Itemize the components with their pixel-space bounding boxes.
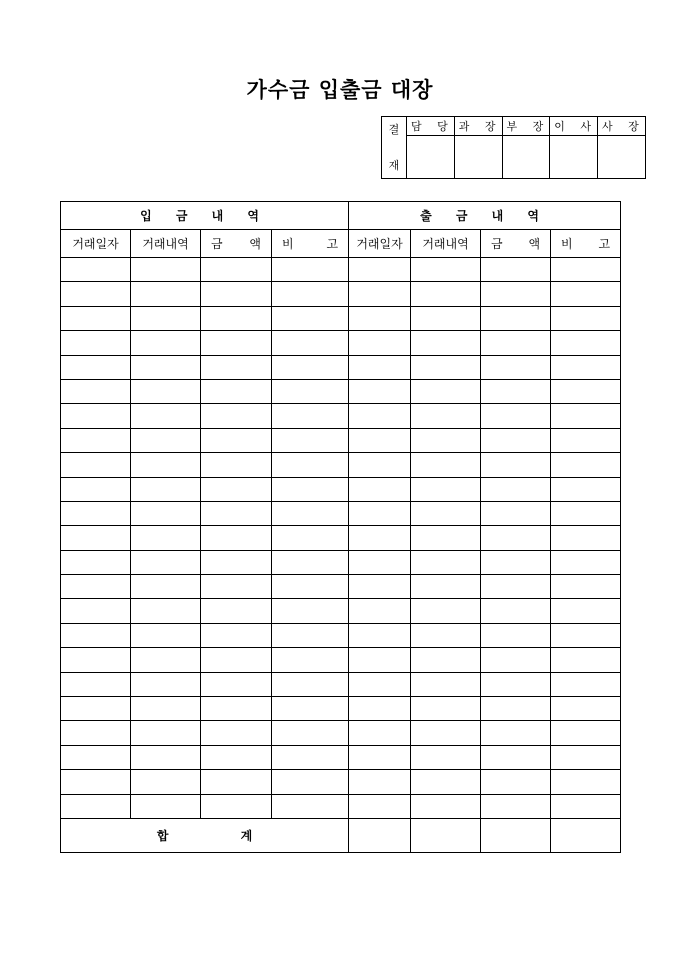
deposit-amount-cell[interactable] <box>201 258 272 282</box>
deposit-note-cell[interactable] <box>272 648 349 672</box>
deposit-detail-header: 거래내역 <box>131 230 201 258</box>
withdraw-note-cell[interactable] <box>551 770 621 794</box>
approval-box <box>381 116 646 179</box>
withdraw-amount-cell[interactable] <box>481 526 551 550</box>
withdraw-amount-cell[interactable] <box>481 331 551 355</box>
withdraw-note-cell[interactable] <box>551 721 621 745</box>
deposit-date-cell[interactable] <box>61 428 131 452</box>
withdraw-date-cell[interactable] <box>349 331 411 355</box>
deposit-note-cell[interactable] <box>272 550 349 574</box>
table-row <box>61 623 621 647</box>
withdraw-note-cell[interactable] <box>551 404 621 428</box>
deposit-date-cell[interactable] <box>61 794 131 818</box>
deposit-amount-cell[interactable] <box>201 477 272 501</box>
deposit-detail-cell[interactable] <box>131 648 201 672</box>
withdraw-detail-cell[interactable] <box>411 648 481 672</box>
withdraw-date-cell[interactable] <box>349 623 411 647</box>
deposit-detail-cell[interactable] <box>131 282 201 306</box>
deposit-date-cell[interactable] <box>61 477 131 501</box>
document-title: 가수금 입출금 대장 <box>246 77 434 102</box>
deposit-date-cell[interactable] <box>61 770 131 794</box>
deposit-detail-cell[interactable] <box>131 526 201 550</box>
deposit-date-cell[interactable] <box>61 550 131 574</box>
table-row <box>61 721 621 745</box>
deposit-note-cell[interactable] <box>272 794 349 818</box>
withdraw-detail-cell[interactable] <box>411 745 481 769</box>
withdraw-detail-cell[interactable] <box>411 672 481 696</box>
deposit-detail-cell[interactable] <box>131 745 201 769</box>
withdraw-date-cell[interactable] <box>349 575 411 599</box>
withdraw-section-header: 출 금 내 역 <box>349 202 621 230</box>
withdraw-note-cell[interactable] <box>551 623 621 647</box>
deposit-detail-cell[interactable] <box>131 575 201 599</box>
withdraw-detail-cell[interactable] <box>411 794 481 818</box>
deposit-date-cell[interactable] <box>61 282 131 306</box>
withdraw-detail-cell[interactable] <box>411 501 481 525</box>
total-withdraw-amount[interactable] <box>481 818 551 852</box>
deposit-detail-cell[interactable] <box>131 306 201 330</box>
approval-role-staff: 담 당 <box>407 117 455 136</box>
table-row <box>61 428 621 452</box>
withdraw-date-cell[interactable] <box>349 477 411 501</box>
withdraw-amount-cell[interactable] <box>481 599 551 623</box>
deposit-detail-cell[interactable] <box>131 379 201 403</box>
table-row <box>61 575 621 599</box>
deposit-date-cell[interactable] <box>61 501 131 525</box>
deposit-amount-header-b: 액 <box>249 237 261 251</box>
withdraw-date-cell[interactable] <box>349 550 411 574</box>
withdraw-amount-cell[interactable] <box>481 453 551 477</box>
withdraw-note-cell[interactable] <box>551 745 621 769</box>
approval-role-director: 이 사 <box>550 117 598 136</box>
deposit-detail-cell[interactable] <box>131 258 201 282</box>
withdraw-detail-cell[interactable] <box>411 550 481 574</box>
deposit-note-cell[interactable] <box>272 331 349 355</box>
withdraw-note-header-b: 고 <box>598 237 611 251</box>
withdraw-detail-cell[interactable] <box>411 428 481 452</box>
table-row <box>61 258 621 282</box>
withdraw-date-cell[interactable] <box>349 672 411 696</box>
withdraw-date-cell[interactable] <box>349 745 411 769</box>
deposit-date-cell[interactable] <box>61 404 131 428</box>
deposit-amount-cell[interactable] <box>201 355 272 379</box>
deposit-note-cell[interactable] <box>272 672 349 696</box>
deposit-amount-cell[interactable] <box>201 282 272 306</box>
withdraw-note-cell[interactable] <box>551 331 621 355</box>
table-row <box>61 745 621 769</box>
deposit-note-header <box>272 230 349 258</box>
withdraw-detail-cell[interactable] <box>411 282 481 306</box>
deposit-date-cell[interactable] <box>61 648 131 672</box>
withdraw-detail-cell[interactable] <box>411 477 481 501</box>
deposit-detail-cell[interactable] <box>131 623 201 647</box>
deposit-amount-cell[interactable] <box>201 550 272 574</box>
approval-sign-section-chief[interactable] <box>454 136 502 179</box>
withdraw-date-cell[interactable] <box>349 428 411 452</box>
deposit-amount-cell[interactable] <box>201 306 272 330</box>
deposit-detail-cell[interactable] <box>131 453 201 477</box>
deposit-detail-cell[interactable] <box>131 428 201 452</box>
withdraw-detail-cell[interactable] <box>411 355 481 379</box>
withdraw-note-cell[interactable] <box>551 672 621 696</box>
deposit-note-cell[interactable] <box>272 282 349 306</box>
deposit-note-cell[interactable] <box>272 306 349 330</box>
withdraw-amount-cell[interactable] <box>481 404 551 428</box>
deposit-detail-cell[interactable] <box>131 697 201 721</box>
approval-role-president: 사 장 <box>598 117 646 136</box>
withdraw-detail-cell[interactable] <box>411 526 481 550</box>
withdraw-note-cell[interactable] <box>551 282 621 306</box>
withdraw-note-cell[interactable] <box>551 477 621 501</box>
withdraw-note-cell[interactable] <box>551 355 621 379</box>
deposit-amount-cell[interactable] <box>201 623 272 647</box>
table-row <box>61 477 621 501</box>
withdraw-amount-cell[interactable] <box>481 477 551 501</box>
deposit-detail-cell[interactable] <box>131 599 201 623</box>
withdraw-amount-cell[interactable] <box>481 575 551 599</box>
deposit-amount-cell[interactable] <box>201 501 272 525</box>
withdraw-date-cell[interactable] <box>349 526 411 550</box>
deposit-date-cell[interactable] <box>61 575 131 599</box>
table-row <box>61 526 621 550</box>
table-row <box>61 282 621 306</box>
withdraw-detail-cell[interactable] <box>411 575 481 599</box>
deposit-note-cell[interactable] <box>272 428 349 452</box>
deposit-detail-cell[interactable] <box>131 477 201 501</box>
withdraw-note-cell[interactable] <box>551 501 621 525</box>
table-row <box>61 648 621 672</box>
table-row <box>61 501 621 525</box>
deposit-note-cell[interactable] <box>272 526 349 550</box>
approval-side-bottom: 재 <box>388 158 400 172</box>
withdraw-date-cell[interactable] <box>349 599 411 623</box>
approval-sign-director[interactable] <box>550 136 598 179</box>
withdraw-note-header <box>551 230 621 258</box>
deposit-date-cell[interactable] <box>61 453 131 477</box>
deposit-note-cell[interactable] <box>272 770 349 794</box>
deposit-detail-cell[interactable] <box>131 721 201 745</box>
deposit-detail-cell[interactable] <box>131 404 201 428</box>
deposit-date-cell[interactable] <box>61 721 131 745</box>
total-withdraw-note[interactable] <box>551 818 621 852</box>
table-row <box>61 355 621 379</box>
withdraw-date-cell[interactable] <box>349 648 411 672</box>
deposit-note-cell[interactable] <box>272 623 349 647</box>
withdraw-date-cell[interactable] <box>349 721 411 745</box>
deposit-date-cell[interactable] <box>61 599 131 623</box>
withdraw-note-cell[interactable] <box>551 379 621 403</box>
deposit-note-cell[interactable] <box>272 575 349 599</box>
deposit-amount-cell[interactable] <box>201 648 272 672</box>
withdraw-date-cell[interactable] <box>349 306 411 330</box>
deposit-date-cell[interactable] <box>61 258 131 282</box>
withdraw-detail-cell[interactable] <box>411 623 481 647</box>
deposit-amount-cell[interactable] <box>201 453 272 477</box>
deposit-amount-cell[interactable] <box>201 404 272 428</box>
deposit-date-cell[interactable] <box>61 745 131 769</box>
deposit-note-cell[interactable] <box>272 697 349 721</box>
approval-sign-department-head[interactable] <box>502 136 550 179</box>
deposit-note-cell[interactable] <box>272 453 349 477</box>
withdraw-detail-cell[interactable] <box>411 770 481 794</box>
deposit-note-header-a: 비 <box>282 237 294 251</box>
deposit-date-cell[interactable] <box>61 306 131 330</box>
withdraw-amount-cell[interactable] <box>481 282 551 306</box>
withdraw-detail-cell[interactable] <box>411 697 481 721</box>
withdraw-amount-cell[interactable] <box>481 379 551 403</box>
deposit-date-cell[interactable] <box>61 697 131 721</box>
withdraw-amount-header-b: 액 <box>528 237 541 251</box>
deposit-amount-cell[interactable] <box>201 331 272 355</box>
withdraw-amount-cell[interactable] <box>481 672 551 696</box>
withdraw-amount-cell[interactable] <box>481 306 551 330</box>
table-row <box>61 379 621 403</box>
withdraw-note-cell[interactable] <box>551 648 621 672</box>
approval-sign-president[interactable] <box>598 136 646 179</box>
table-row <box>61 697 621 721</box>
withdraw-amount-cell[interactable] <box>481 258 551 282</box>
table-row <box>61 331 621 355</box>
deposit-amount-cell[interactable] <box>201 770 272 794</box>
approval-sign-staff[interactable] <box>407 136 455 179</box>
withdraw-note-cell[interactable] <box>551 453 621 477</box>
deposit-date-cell[interactable] <box>61 623 131 647</box>
table-row <box>61 550 621 574</box>
withdraw-detail-cell[interactable] <box>411 453 481 477</box>
withdraw-amount-cell[interactable] <box>481 623 551 647</box>
deposit-date-header: 거래일자 <box>61 230 131 258</box>
withdraw-date-cell[interactable] <box>349 770 411 794</box>
deposit-amount-cell[interactable] <box>201 794 272 818</box>
total-withdraw-date[interactable] <box>349 818 411 852</box>
withdraw-amount-header <box>481 230 551 258</box>
deposit-amount-cell[interactable] <box>201 697 272 721</box>
withdraw-detail-header: 거래내역 <box>411 230 481 258</box>
deposit-note-cell[interactable] <box>272 258 349 282</box>
withdraw-amount-cell[interactable] <box>481 355 551 379</box>
approval-role-section-chief: 과 장 <box>454 117 502 136</box>
deposit-detail-cell[interactable] <box>131 794 201 818</box>
deposit-detail-cell[interactable] <box>131 501 201 525</box>
withdraw-amount-cell[interactable] <box>481 501 551 525</box>
deposit-note-cell[interactable] <box>272 721 349 745</box>
table-row <box>61 599 621 623</box>
withdraw-note-cell[interactable] <box>551 258 621 282</box>
deposit-date-cell[interactable] <box>61 355 131 379</box>
deposit-note-cell[interactable] <box>272 355 349 379</box>
withdraw-date-cell[interactable] <box>349 258 411 282</box>
deposit-note-cell[interactable] <box>272 501 349 525</box>
deposit-amount-header <box>201 230 272 258</box>
withdraw-amount-header-a: 금 <box>491 237 503 251</box>
withdraw-note-cell[interactable] <box>551 306 621 330</box>
withdraw-amount-cell[interactable] <box>481 697 551 721</box>
approval-role-department-head: 부 장 <box>502 117 550 136</box>
deposit-amount-cell[interactable] <box>201 721 272 745</box>
withdraw-note-cell[interactable] <box>551 575 621 599</box>
deposit-note-cell[interactable] <box>272 404 349 428</box>
withdraw-amount-cell[interactable] <box>481 745 551 769</box>
deposit-note-cell[interactable] <box>272 379 349 403</box>
withdraw-amount-cell[interactable] <box>481 648 551 672</box>
deposit-note-cell[interactable] <box>272 599 349 623</box>
deposit-amount-cell[interactable] <box>201 575 272 599</box>
withdraw-date-cell[interactable] <box>349 794 411 818</box>
table-row <box>61 672 621 696</box>
deposit-date-cell[interactable] <box>61 379 131 403</box>
deposit-detail-cell[interactable] <box>131 355 201 379</box>
withdraw-detail-cell[interactable] <box>411 599 481 623</box>
table-row <box>61 453 621 477</box>
table-row <box>61 794 621 818</box>
withdraw-amount-cell[interactable] <box>481 770 551 794</box>
deposit-date-cell[interactable] <box>61 672 131 696</box>
withdraw-date-cell[interactable] <box>349 501 411 525</box>
deposit-amount-cell[interactable] <box>201 599 272 623</box>
ledger-body <box>61 258 621 819</box>
deposit-note-cell[interactable] <box>272 477 349 501</box>
ledger-table <box>60 201 621 853</box>
deposit-amount-cell[interactable] <box>201 379 272 403</box>
withdraw-note-cell[interactable] <box>551 428 621 452</box>
withdraw-date-cell[interactable] <box>349 379 411 403</box>
deposit-amount-cell[interactable] <box>201 672 272 696</box>
deposit-amount-cell[interactable] <box>201 526 272 550</box>
withdraw-date-cell[interactable] <box>349 282 411 306</box>
total-withdraw-detail[interactable] <box>411 818 481 852</box>
table-row <box>61 306 621 330</box>
deposit-detail-cell[interactable] <box>131 770 201 794</box>
withdraw-amount-cell[interactable] <box>481 794 551 818</box>
withdraw-date-cell[interactable] <box>349 404 411 428</box>
deposit-note-header-b: 고 <box>326 237 339 251</box>
withdraw-date-cell[interactable] <box>349 697 411 721</box>
withdraw-note-cell[interactable] <box>551 526 621 550</box>
approval-side-label <box>382 117 407 179</box>
deposit-amount-cell[interactable] <box>201 745 272 769</box>
withdraw-note-cell[interactable] <box>551 550 621 574</box>
withdraw-detail-cell[interactable] <box>411 404 481 428</box>
deposit-amount-cell[interactable] <box>201 428 272 452</box>
withdraw-detail-cell[interactable] <box>411 379 481 403</box>
withdraw-date-cell[interactable] <box>349 453 411 477</box>
table-row <box>61 770 621 794</box>
approval-side-top: 결 <box>388 122 400 136</box>
withdraw-note-header-a: 비 <box>561 237 573 251</box>
withdraw-amount-cell[interactable] <box>481 721 551 745</box>
withdraw-amount-cell[interactable] <box>481 550 551 574</box>
deposit-amount-header-a: 금 <box>211 237 223 251</box>
deposit-detail-cell[interactable] <box>131 672 201 696</box>
withdraw-detail-cell[interactable] <box>411 721 481 745</box>
deposit-section-header: 입 금 내 역 <box>61 202 349 230</box>
withdraw-date-cell[interactable] <box>349 355 411 379</box>
withdraw-note-cell[interactable] <box>551 794 621 818</box>
withdraw-amount-cell[interactable] <box>481 428 551 452</box>
withdraw-detail-cell[interactable] <box>411 331 481 355</box>
withdraw-note-cell[interactable] <box>551 599 621 623</box>
withdraw-detail-cell[interactable] <box>411 306 481 330</box>
deposit-note-cell[interactable] <box>272 745 349 769</box>
withdraw-date-header: 거래일자 <box>349 230 411 258</box>
deposit-detail-cell[interactable] <box>131 550 201 574</box>
total-label: 합 계 <box>61 818 349 852</box>
deposit-date-cell[interactable] <box>61 526 131 550</box>
table-row <box>61 404 621 428</box>
withdraw-detail-cell[interactable] <box>411 258 481 282</box>
withdraw-note-cell[interactable] <box>551 697 621 721</box>
deposit-detail-cell[interactable] <box>131 331 201 355</box>
deposit-date-cell[interactable] <box>61 331 131 355</box>
